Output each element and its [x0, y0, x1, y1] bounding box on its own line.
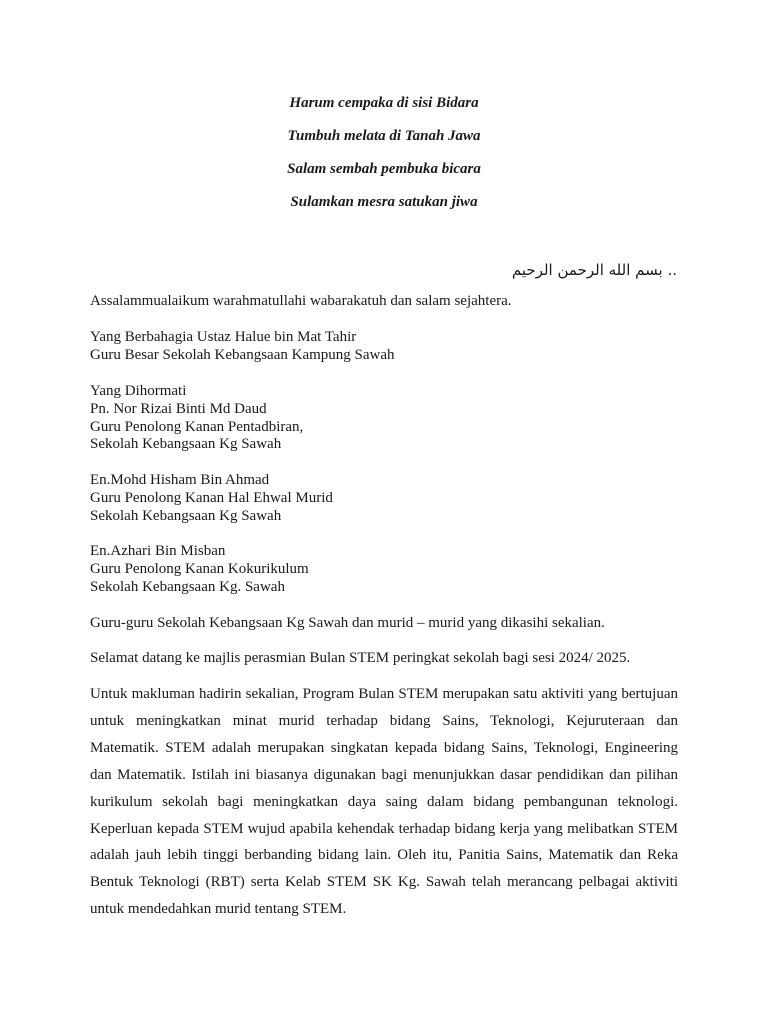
pantun-opening [0, 93, 768, 225]
pantun-line: Harum cempaka di sisi Bidara [289, 95, 479, 111]
addressee-pk-hem [90, 472, 678, 525]
greeting: Assalammualaikum warahmatullahi wabarakatuh dan salam sejahtera. [90, 293, 512, 309]
addressee-line: Sekolah Kebangsaan Kg. Sawah [90, 578, 285, 595]
bismillah: بسم الله الرحمن الرحيم .. [511, 261, 677, 279]
teachers-line: Guru-guru Sekolah Kebangsaan Kg Sawah dan murid – murid yang dikasihi sekalian. [90, 615, 605, 631]
addressee-pk-koko [90, 543, 678, 596]
addressee-line: Sekolah Kebangsaan Kg Sawah [90, 436, 282, 453]
addressee-line: Yang Dihormati [90, 383, 187, 399]
addressee-line: Guru Besar Sekolah Kebangsaan Kampung Sawah [90, 346, 395, 363]
addressee-pk-pentadbiran [90, 383, 678, 454]
addressee-line: Guru Penolong Kanan Kokurikulum [90, 560, 309, 577]
welcome-line: Selamat datang ke majlis perasmian Bulan STEM peringkat sekolah bagi sesi 2024/ 2025. [90, 650, 631, 666]
main-paragraph: Untuk makluman hadirin sekalian, Program Bulan STEM merupakan satu aktiviti yang bertujuan untuk meningkatkan minat murid terhadap bidang Sains, Teknologi, Kejuruteraan dan Matematik. STEM adalah merupakan singkatan kepada bidang Sains, Teknologi, Engineering dan Matematik. Istilah ini biasanya digunakan bagi menunjukkan dasar pendidikan dan pilihan kurikulum sekolah bagi meningkatkan daya saing dalam bidang pembangunan teknologi. Keperluan kepada STEM wujud apabila kehendak terhadap bidang kerja yang melibatkan STEM adalah jauh lebih tinggi berbanding bidang lain. Oleh itu, Panitia Sains, Matematik dan Reka Bentuk Teknologi (RBT) serta Kelab STEM SK Kg. Sawah telah merancang pelbagai aktiviti untuk mendedahkan murid tentang STEM. [90, 686, 678, 918]
addressee-line: Sekolah Kebangsaan Kg Sawah [90, 507, 282, 524]
addressee-line: Pn. Nor Rizai Binti Md Daud [90, 400, 267, 417]
addressee-line: Yang Berbahagia Ustaz Halue bin Mat Tahir [90, 329, 357, 345]
pantun-line: Sulamkan mesra satukan jiwa [290, 194, 478, 210]
pantun-line: Salam sembah pembuka bicara [287, 161, 481, 177]
addressee-guru-besar [90, 329, 678, 365]
addressee-line: En.Mohd Hisham Bin Ahmad [90, 472, 270, 488]
addressee-line: Guru Penolong Kanan Pentadbiran, [90, 418, 304, 435]
addressee-line: En.Azhari Bin Misban [90, 543, 226, 559]
addressee-line: Guru Penolong Kanan Hal Ehwal Murid [90, 489, 333, 506]
pantun-line: Tumbuh melata di Tanah Jawa [287, 128, 481, 144]
